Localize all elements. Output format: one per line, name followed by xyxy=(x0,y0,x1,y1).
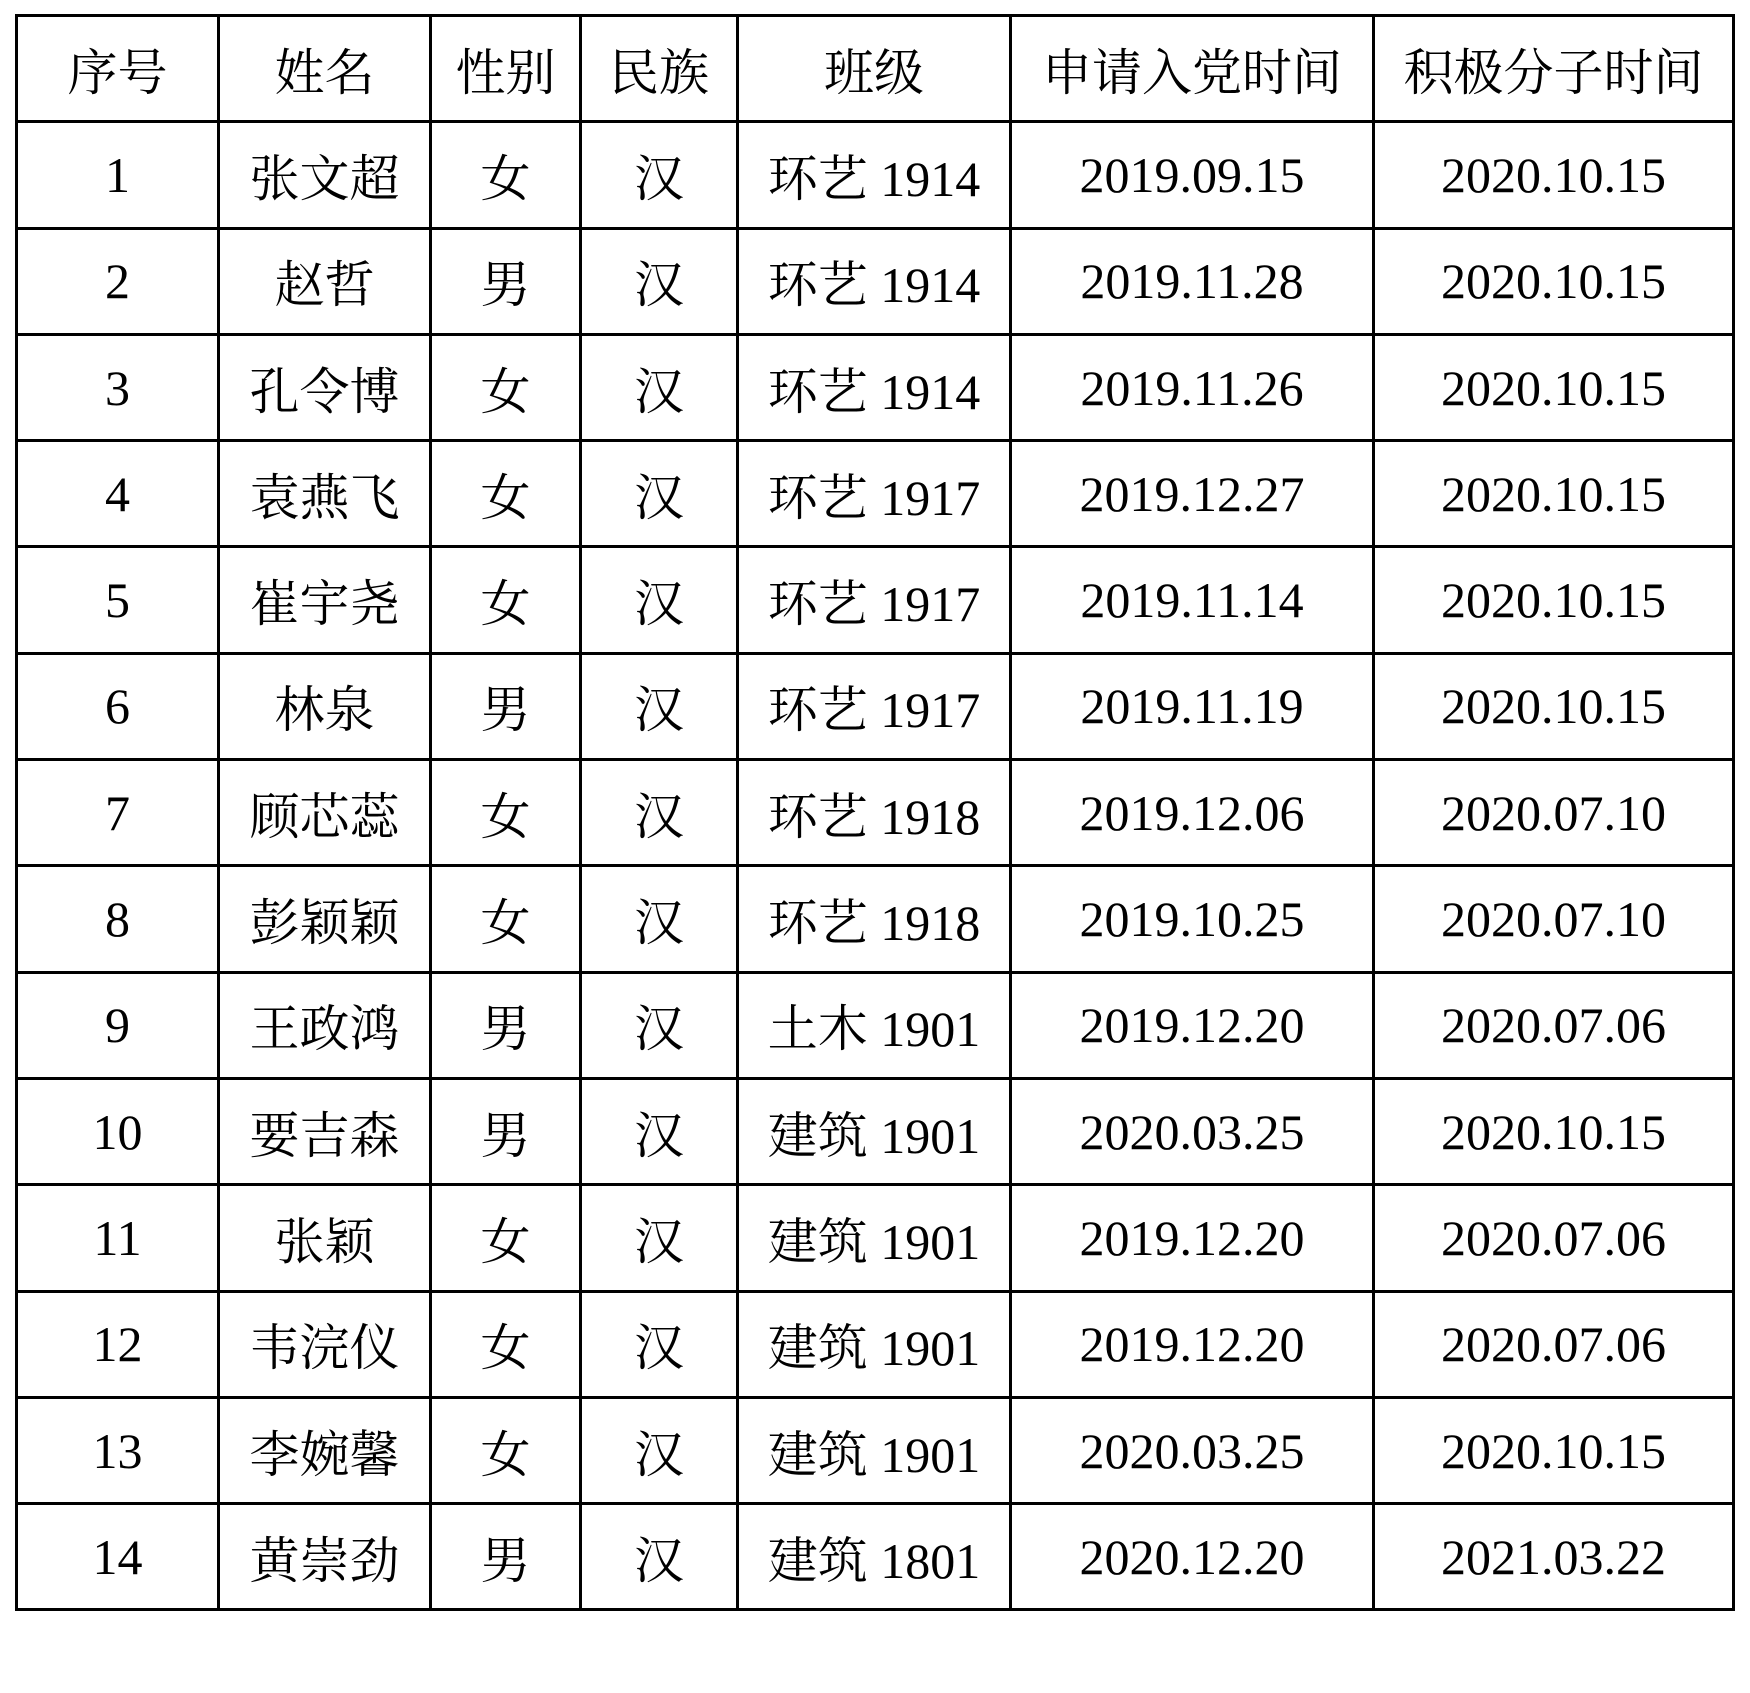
cell-name: 王政鸿 xyxy=(219,972,431,1078)
cell-ethnicity: 汉 xyxy=(581,972,738,1078)
cell-activist-date: 2020.07.10 xyxy=(1374,866,1734,972)
cell-apply-date: 2019.12.20 xyxy=(1011,1185,1374,1291)
cell-apply-date: 2019.12.20 xyxy=(1011,1291,1374,1397)
cell-name: 赵哲 xyxy=(219,228,431,334)
table-header xyxy=(17,16,1734,122)
cell-ethnicity: 汉 xyxy=(581,334,738,440)
cell-activist-date: 2020.07.06 xyxy=(1374,972,1734,1078)
cell-activist-date: 2020.07.06 xyxy=(1374,1291,1734,1397)
table-body xyxy=(17,122,1734,1610)
cell-gender: 女 xyxy=(431,547,581,653)
cell-gender: 女 xyxy=(431,1185,581,1291)
cell-gender: 女 xyxy=(431,334,581,440)
cell-index: 7 xyxy=(17,760,219,866)
table-row xyxy=(17,1291,1734,1397)
table-row xyxy=(17,760,1734,866)
cell-ethnicity: 汉 xyxy=(581,1185,738,1291)
cell-gender: 女 xyxy=(431,1291,581,1397)
cell-ethnicity: 汉 xyxy=(581,1078,738,1184)
cell-ethnicity: 汉 xyxy=(581,547,738,653)
header-ethnicity: 民族 xyxy=(581,16,738,122)
cell-name: 彭颖颖 xyxy=(219,866,431,972)
cell-gender: 女 xyxy=(431,122,581,228)
cell-index: 13 xyxy=(17,1397,219,1503)
cell-apply-date: 2019.12.20 xyxy=(1011,972,1374,1078)
cell-ethnicity: 汉 xyxy=(581,228,738,334)
header-gender: 性别 xyxy=(431,16,581,122)
cell-apply-date: 2019.11.26 xyxy=(1011,334,1374,440)
table-row xyxy=(17,547,1734,653)
cell-index: 3 xyxy=(17,334,219,440)
cell-gender: 男 xyxy=(431,1504,581,1610)
cell-activist-date: 2020.10.15 xyxy=(1374,1397,1734,1503)
cell-ethnicity: 汉 xyxy=(581,866,738,972)
party-activist-roster-table xyxy=(15,14,1735,1611)
cell-index: 2 xyxy=(17,228,219,334)
cell-index: 9 xyxy=(17,972,219,1078)
header-row xyxy=(17,16,1734,122)
cell-activist-date: 2020.10.15 xyxy=(1374,334,1734,440)
cell-activist-date: 2021.03.22 xyxy=(1374,1504,1734,1610)
table-row xyxy=(17,1504,1734,1610)
cell-activist-date: 2020.10.15 xyxy=(1374,547,1734,653)
cell-name: 要吉森 xyxy=(219,1078,431,1184)
cell-ethnicity: 汉 xyxy=(581,653,738,759)
cell-gender: 男 xyxy=(431,1078,581,1184)
header-name: 姓名 xyxy=(219,16,431,122)
header-index: 序号 xyxy=(17,16,219,122)
cell-index: 1 xyxy=(17,122,219,228)
cell-index: 5 xyxy=(17,547,219,653)
cell-class: 环艺 1918 xyxy=(738,760,1011,866)
cell-gender: 女 xyxy=(431,441,581,547)
cell-class: 建筑 1801 xyxy=(738,1504,1011,1610)
table-row xyxy=(17,228,1734,334)
cell-class: 环艺 1914 xyxy=(738,122,1011,228)
cell-index: 8 xyxy=(17,866,219,972)
cell-class: 建筑 1901 xyxy=(738,1185,1011,1291)
cell-apply-date: 2019.12.06 xyxy=(1011,760,1374,866)
cell-apply-date: 2019.11.28 xyxy=(1011,228,1374,334)
table-row xyxy=(17,1397,1734,1503)
cell-index: 4 xyxy=(17,441,219,547)
header-apply-date: 申请入党时间 xyxy=(1011,16,1374,122)
cell-name: 张颖 xyxy=(219,1185,431,1291)
cell-ethnicity: 汉 xyxy=(581,122,738,228)
cell-apply-date: 2020.12.20 xyxy=(1011,1504,1374,1610)
cell-ethnicity: 汉 xyxy=(581,760,738,866)
cell-gender: 女 xyxy=(431,1397,581,1503)
table-row xyxy=(17,1185,1734,1291)
cell-gender: 男 xyxy=(431,228,581,334)
cell-gender: 男 xyxy=(431,972,581,1078)
cell-name: 林泉 xyxy=(219,653,431,759)
cell-apply-date: 2019.12.27 xyxy=(1011,441,1374,547)
cell-name: 顾芯蕊 xyxy=(219,760,431,866)
cell-class: 环艺 1917 xyxy=(738,653,1011,759)
cell-index: 12 xyxy=(17,1291,219,1397)
cell-class: 环艺 1914 xyxy=(738,228,1011,334)
cell-class: 环艺 1914 xyxy=(738,334,1011,440)
header-class: 班级 xyxy=(738,16,1011,122)
cell-apply-date: 2019.11.14 xyxy=(1011,547,1374,653)
cell-apply-date: 2019.09.15 xyxy=(1011,122,1374,228)
cell-activist-date: 2020.07.06 xyxy=(1374,1185,1734,1291)
cell-activist-date: 2020.10.15 xyxy=(1374,653,1734,759)
cell-class: 建筑 1901 xyxy=(738,1397,1011,1503)
table-row xyxy=(17,441,1734,547)
cell-activist-date: 2020.10.15 xyxy=(1374,441,1734,547)
table-row xyxy=(17,334,1734,440)
cell-index: 6 xyxy=(17,653,219,759)
cell-activist-date: 2020.10.15 xyxy=(1374,228,1734,334)
cell-name: 李婉馨 xyxy=(219,1397,431,1503)
cell-name: 崔宇尧 xyxy=(219,547,431,653)
cell-ethnicity: 汉 xyxy=(581,1504,738,1610)
cell-name: 张文超 xyxy=(219,122,431,228)
cell-name: 袁燕飞 xyxy=(219,441,431,547)
cell-activist-date: 2020.10.15 xyxy=(1374,1078,1734,1184)
cell-name: 孔令博 xyxy=(219,334,431,440)
cell-ethnicity: 汉 xyxy=(581,1291,738,1397)
cell-class: 环艺 1917 xyxy=(738,547,1011,653)
cell-gender: 女 xyxy=(431,866,581,972)
cell-apply-date: 2019.11.19 xyxy=(1011,653,1374,759)
cell-apply-date: 2020.03.25 xyxy=(1011,1078,1374,1184)
table-row xyxy=(17,1078,1734,1184)
cell-index: 14 xyxy=(17,1504,219,1610)
cell-apply-date: 2020.03.25 xyxy=(1011,1397,1374,1503)
cell-activist-date: 2020.07.10 xyxy=(1374,760,1734,866)
cell-name: 韦浣仪 xyxy=(219,1291,431,1397)
cell-gender: 男 xyxy=(431,653,581,759)
cell-ethnicity: 汉 xyxy=(581,441,738,547)
cell-index: 10 xyxy=(17,1078,219,1184)
cell-ethnicity: 汉 xyxy=(581,1397,738,1503)
table-row xyxy=(17,122,1734,228)
cell-gender: 女 xyxy=(431,760,581,866)
header-activist-date: 积极分子时间 xyxy=(1374,16,1734,122)
cell-apply-date: 2019.10.25 xyxy=(1011,866,1374,972)
cell-class: 土木 1901 xyxy=(738,972,1011,1078)
cell-class: 环艺 1917 xyxy=(738,441,1011,547)
table-row xyxy=(17,866,1734,972)
cell-activist-date: 2020.10.15 xyxy=(1374,122,1734,228)
table-row xyxy=(17,653,1734,759)
cell-name: 黄崇劲 xyxy=(219,1504,431,1610)
cell-index: 11 xyxy=(17,1185,219,1291)
table-row xyxy=(17,972,1734,1078)
cell-class: 建筑 1901 xyxy=(738,1291,1011,1397)
cell-class: 建筑 1901 xyxy=(738,1078,1011,1184)
cell-class: 环艺 1918 xyxy=(738,866,1011,972)
